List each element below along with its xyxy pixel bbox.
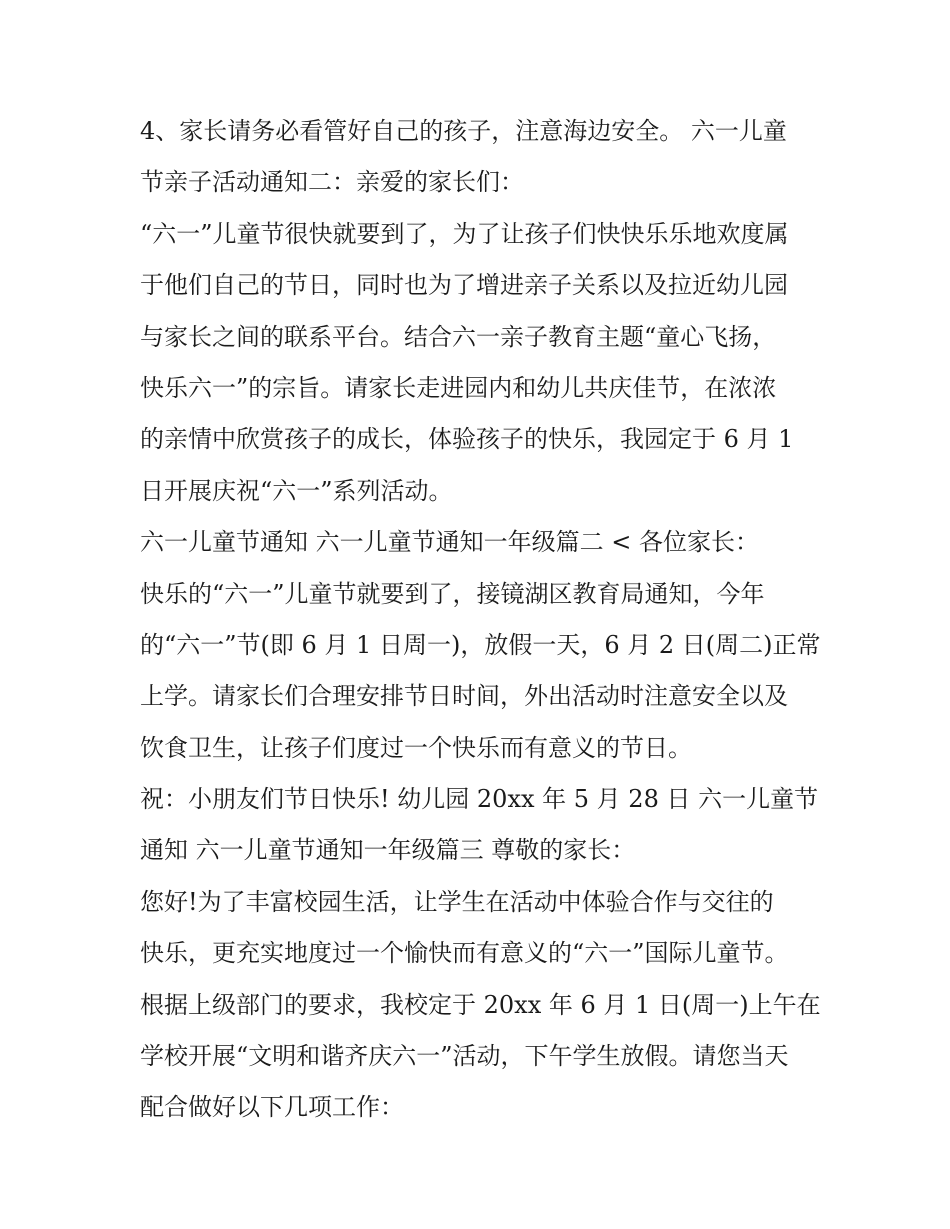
text-line: 您好!为了丰富校园生活，让学生在活动中体验合作与交往的 bbox=[140, 887, 774, 916]
document-body bbox=[140, 106, 820, 1134]
text-line: “六一”儿童节很快就要到了，为了让孩子们快快乐乐地欢度属 bbox=[140, 219, 789, 248]
text-line: 快乐，更充实地度过一个愉快而有意义的“六一”国际儿童节。 bbox=[140, 939, 789, 968]
text-line: 4、家长请务必看管好自己的孩子，注意海边安全。 六一儿童 bbox=[140, 117, 787, 145]
text-line: 快乐的“六一”儿童节就要到了，接镜湖区教育局通知，今年 bbox=[140, 579, 765, 608]
text-line: 于他们自己的节日，同时也为了增进亲子关系以及拉近幼儿园 bbox=[140, 271, 788, 300]
text-line: 根据上级部门的要求，我校定于 20xx 年 6 月 1 日(周一)上午在 bbox=[140, 990, 821, 1019]
text-line: 与家长之间的联系平台。结合六一亲子教育主题“童心飞扬， bbox=[140, 322, 777, 351]
text-line: 上学。请家长们合理安排节日时间，外出活动时注意安全以及 bbox=[140, 682, 788, 711]
text-line: 六一儿童节通知 六一儿童节通知一年级篇二 < 各位家长： bbox=[140, 528, 759, 557]
text-line: 学校开展“文明和谐齐庆六一”活动，下午学生放假。请您当天 bbox=[140, 1042, 789, 1071]
text-line: 的亲情中欣赏孩子的成长，体验孩子的快乐，我园定于 6 月 1 bbox=[140, 425, 794, 454]
text-line: 节亲子活动通知二：亲爱的家长们： bbox=[140, 168, 524, 197]
text-line: 快乐六一”的宗旨。请家长走进园内和幼儿共庆佳节，在浓浓 bbox=[140, 373, 777, 402]
text-line: 配合做好以下几项工作： bbox=[140, 1093, 404, 1122]
text-line: 日开展庆祝“六一”系列活动。 bbox=[140, 476, 453, 505]
text-line: 通知 六一儿童节通知一年级篇三 尊敬的家长： bbox=[140, 836, 636, 865]
text-line: 祝：小朋友们节日快乐! 幼儿园 20xx 年 5 月 28 日 六一儿童节 bbox=[140, 785, 819, 814]
text-line: 饮食卫生，让孩子们度过一个快乐而有意义的节日。 bbox=[140, 733, 692, 762]
text-line: 的“六一”节(即 6 月 1 日周一)，放假一天，6 月 2 日(周二)正常 bbox=[140, 630, 821, 659]
